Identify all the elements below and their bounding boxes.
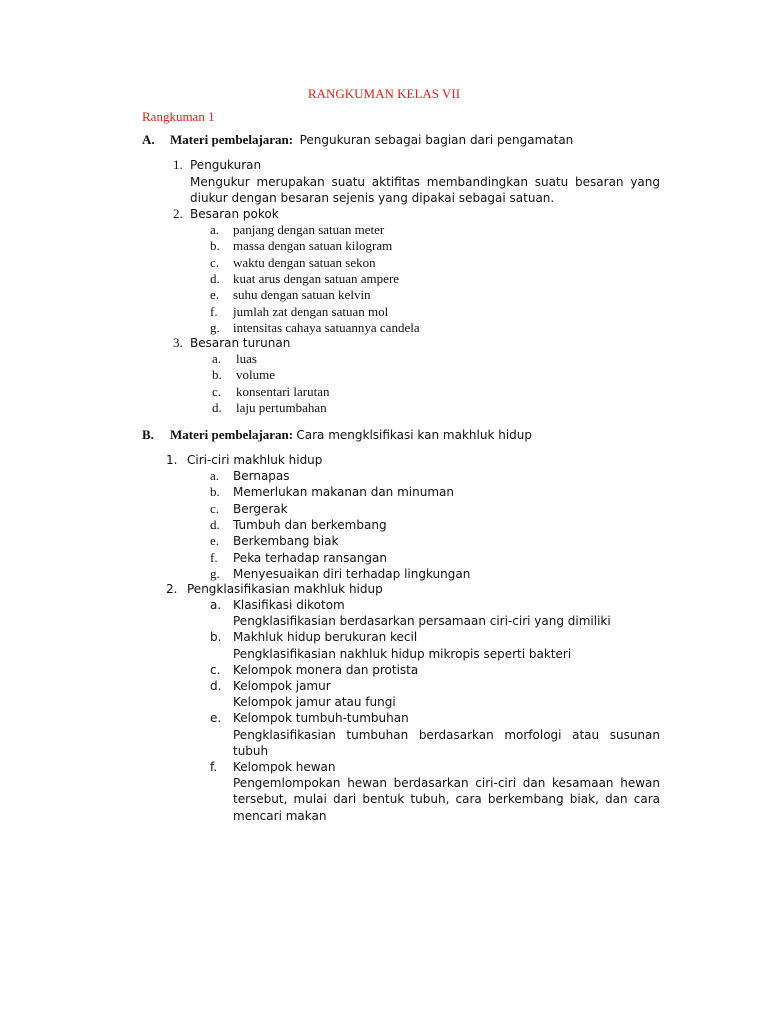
b1-item-text: Bernapas [233, 469, 290, 483]
b1-item-letter: d. [210, 516, 220, 532]
a3-item-text: laju pertumbahan [236, 399, 327, 415]
section-b-topic: Cara mengklsifikasi kan makhluk hidup [296, 428, 532, 442]
b2-item-description: Kelompok jamur atau fungi [233, 695, 396, 710]
section-a-label: Materi pembelajaran: [170, 132, 294, 147]
a2-item-letter: g. [210, 319, 220, 335]
b2-item-title: Klasifikasi dikotom [233, 598, 345, 612]
b2-item-title: Kelompok jamur [233, 679, 331, 693]
b2-number: 2. [166, 582, 178, 596]
a2-item-letter: a. [210, 222, 220, 237]
a2-item-text: waktu dengan satuan sekon [233, 254, 376, 270]
a2-number: 2. [173, 206, 183, 221]
section-a-letter: A. [142, 132, 155, 147]
a1-number: 1. [173, 157, 183, 172]
a2-item-text: kuat arus dengan satuan ampere [233, 270, 400, 286]
a2-item-letter: d. [210, 270, 220, 286]
a2-item-letter: e. [210, 287, 220, 303]
a2-item-letter: f. [210, 303, 218, 319]
b1-title: Ciri-ciri makhluk hidup [187, 453, 323, 467]
b1-item-letter: f. [210, 549, 218, 565]
b2-item-description: Pengklasifikasian nakhluk hidup mikropis seperti bakteri [233, 646, 572, 661]
b2-item-letter: f. [210, 760, 218, 774]
a3-item-letter: a. [212, 351, 222, 366]
b1-item-letter: c. [210, 500, 220, 516]
b1-item-letter: b. [210, 484, 220, 500]
b2-item-title: Kelompok hewan [233, 760, 336, 774]
a1-description: Mengukur merupakan suatu aktifitas membandingkan suatu besaran yang diukur dengan besaran sejenis yang dipakai sebagai satuan. [190, 175, 660, 206]
b2-item-description: Pengklasifikasian berdasarkan persamaan ciri-ciri yang dimiliki [233, 614, 611, 629]
b2-item-letter: d. [210, 679, 222, 693]
section-b-label: Materi pembelajaran: [170, 427, 294, 442]
b2-item-description: Pengklasifikasian tumbuhan berdasarkan morfologi atau susunan tubuh [233, 727, 660, 758]
a1-title: Pengukuran [190, 158, 262, 172]
a2-item-text: intensitas cahaya satuannya candela [233, 319, 420, 335]
section-a-heading [142, 132, 573, 148]
b1-item-letter: e. [210, 533, 220, 549]
b2-item-letter: e. [210, 711, 222, 726]
b2-item-title: Kelompok tumbuh-tumbuhan [233, 711, 409, 726]
summary-subtitle: Rangkuman 1 [142, 109, 215, 124]
a3-number: 3. [173, 335, 183, 350]
b1-number: 1. [166, 453, 178, 467]
b2-title: Pengklasifikasian makhluk hidup [187, 582, 383, 596]
a3-item-text: luas [236, 351, 257, 366]
section-b-letter: B. [142, 427, 154, 442]
a3-item-letter: b. [212, 367, 222, 383]
section-b-heading [142, 427, 532, 443]
a3-item-letter: c. [212, 383, 222, 399]
b2-item-letter: a. [210, 598, 222, 612]
a3-item-text: volume [236, 367, 275, 383]
a2-item-text: massa dengan satuan kilogram [233, 238, 393, 254]
b1-item-text: Menyesuaikan diri terhadap lingkungan [233, 566, 471, 581]
a2-item-text: jumlah zat dengan satuan mol [233, 303, 389, 319]
a3-item-text: konsentari larutan [236, 383, 330, 399]
b1-item-text: Bergerak [233, 501, 288, 516]
a3-title: Besaran turunan [190, 336, 291, 350]
b1-item-letter: g. [210, 565, 220, 581]
b2-item-letter: b. [210, 630, 222, 645]
b2-item-description: Pengemlompokan hewan berdasarkan ciri-ciri dan kesamaan hewan tersebut, mulai dari bentuk tubuh, cara berkembang biak, dan cara mencari makan [233, 776, 660, 823]
a2-item-letter: b. [210, 238, 220, 254]
a2-item-text: suhu dengan satuan kelvin [233, 287, 371, 303]
section-a-topic: Pengukuran sebagai bagian dari pengamatan [299, 133, 574, 147]
b2-item-letter: c. [210, 662, 221, 677]
a3-item-letter: d. [212, 399, 222, 415]
b1-item-letter: a. [210, 468, 220, 483]
b1-item-text: Berkembang biak [233, 534, 339, 549]
page-title: RANGKUMAN KELAS VII [307, 86, 461, 101]
b2-item-title: Makhluk hidup berukuran kecil [233, 630, 418, 645]
b2-item-title: Kelompok monera dan protista [233, 662, 419, 677]
a2-title: Besaran pokok [190, 207, 279, 221]
a2-item-letter: c. [210, 254, 220, 270]
b1-item-text: Peka terhadap ransangan [233, 550, 387, 565]
b1-item-text: Tumbuh dan berkembang [233, 517, 387, 532]
b1-item-text: Memerlukan makanan dan minuman [233, 485, 454, 500]
a2-item-text: panjang dengan satuan meter [233, 222, 385, 237]
